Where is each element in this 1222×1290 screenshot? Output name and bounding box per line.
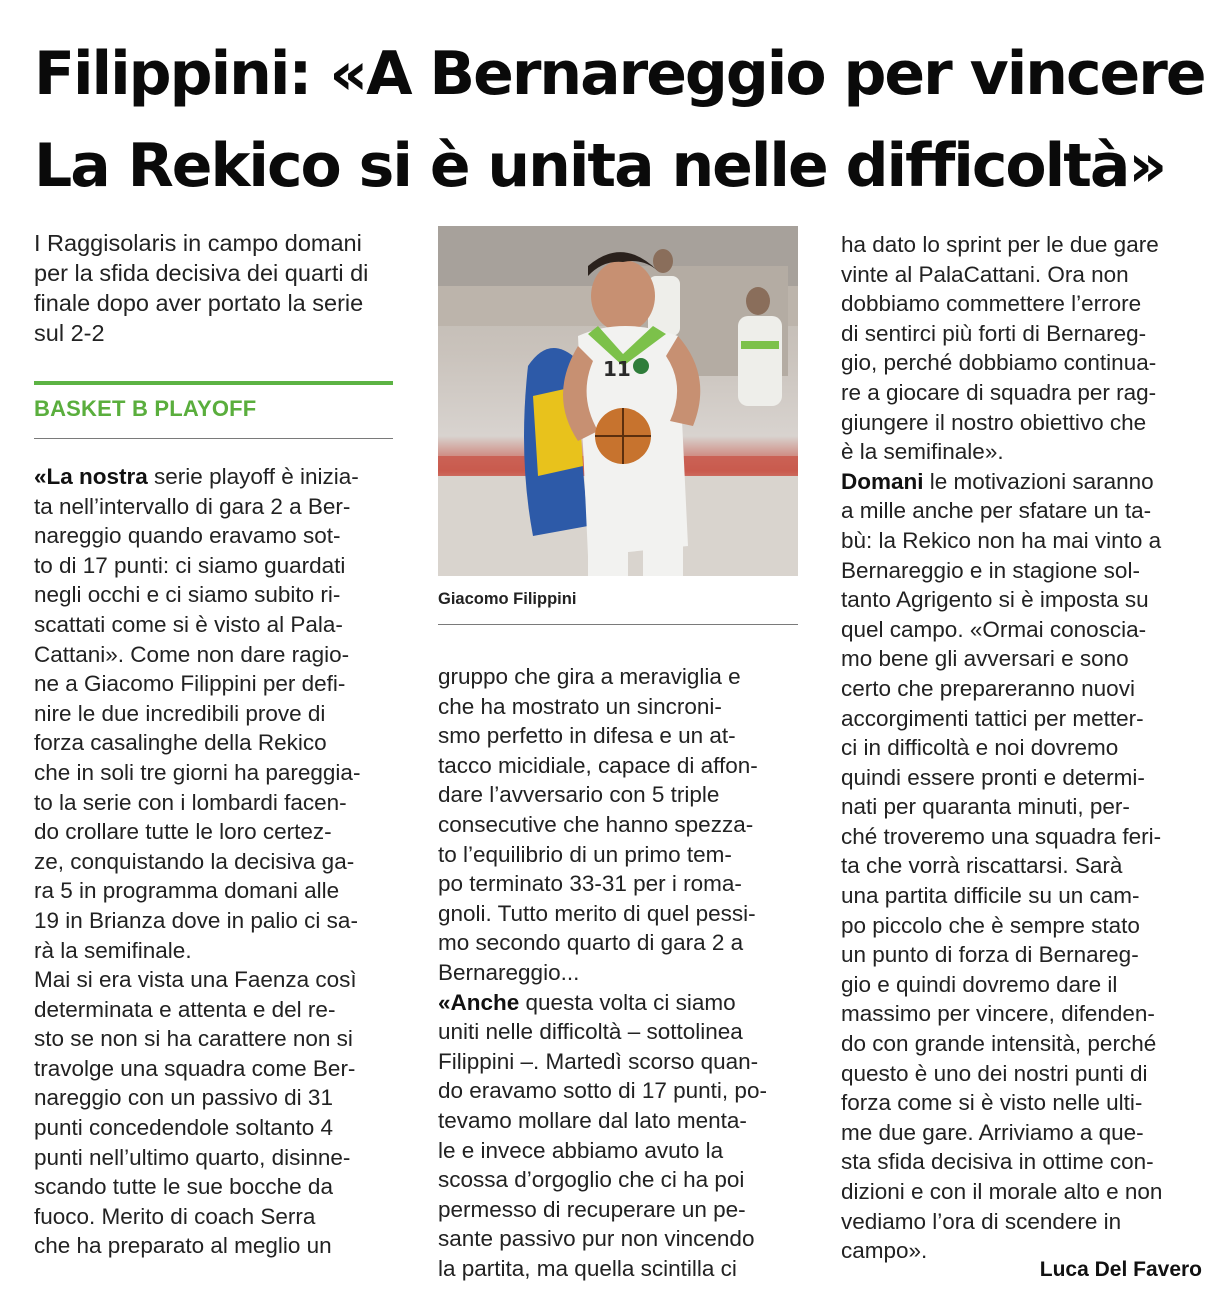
text-line: po terminato 33-31 per i roma- (438, 871, 742, 897)
headline-line-1: Filippini: «A Bernareggio per vincere (34, 39, 1205, 109)
text-line: le motivazioni saranno (923, 468, 1154, 494)
text-line: Filippini –. Martedì scorso quan- (438, 1048, 759, 1074)
text-line: questo è uno dei nostri punti di (841, 1060, 1148, 1086)
text-line: quel campo. «Ormai conoscia- (841, 616, 1147, 642)
text-line: ze, conquistando la decisiva ga- (34, 848, 355, 874)
text-line: serie playoff è inizia- (147, 464, 359, 489)
text-line: vinte al PalaCattani. Ora non (841, 261, 1129, 287)
text-line: nareggio con un passivo di 31 (34, 1085, 333, 1111)
text-line: che in soli tre giorni ha pareggia- (34, 759, 361, 785)
background-player-head (653, 249, 673, 273)
background-player-head (746, 287, 770, 315)
jersey-number: 11 (603, 357, 631, 381)
text-line: forza come si è visto nelle ulti- (841, 1090, 1143, 1116)
text-line: permesso di recuperare un pe- (438, 1196, 746, 1222)
text-line: travolge una squadra come Ber- (34, 1055, 356, 1081)
text-line: ci in difficoltà e noi dovremo (841, 735, 1119, 761)
text-line: a mille anche per sfatare un ta- (841, 498, 1152, 524)
text-line: dizioni e con il morale alto e non (841, 1179, 1163, 1204)
text-line: una partita difficile su un cam- (841, 883, 1140, 909)
text-line: accorgimenti tattici per metter- (841, 705, 1144, 731)
article-column-2 (438, 662, 798, 1283)
text-line: sta sfida decisiva in ottime con- (841, 1149, 1154, 1175)
text-line: to di 17 punti: ci siamo guardati (34, 552, 346, 578)
text-line: giungere il nostro obiettivo che (841, 409, 1147, 435)
text-line: scattati come si è visto al Pala- (34, 611, 343, 637)
section-kicker: BASKET B PLAYOFF (34, 396, 257, 421)
text-line: campo». (841, 1238, 928, 1264)
text-line: nareggio quando eravamo sot- (34, 523, 341, 549)
text-line: mo bene gli avversari e sono (841, 646, 1129, 672)
text-line: ne a Giacomo Filippini per defi- (34, 671, 346, 697)
caption-divider (438, 624, 798, 625)
text-line: ta che vorrà riscattarsi. Sarà (841, 853, 1123, 879)
player-head (591, 260, 655, 332)
basketball-photo-illustration (438, 226, 798, 576)
text-line: rà la semifinale. (34, 937, 192, 963)
text-line: forza casalinghe della Rekico (34, 730, 327, 756)
text-line: do eravamo sotto di 17 punti, po- (438, 1078, 767, 1104)
text-line: quindi essere pronti e determi- (841, 764, 1145, 790)
text-line: me due gare. Arriviamo a que- (841, 1119, 1144, 1145)
paragraph (438, 662, 798, 988)
subhead: I Raggisolaris in campo domani per la sfida decisiva dei quarti di finale dopo aver portato la serie sul 2-2 (34, 230, 369, 346)
text-line: Bernareggio e in stagione sol- (841, 557, 1140, 583)
text-line: mo secondo quarto di gara 2 a (438, 930, 744, 956)
text-line: po piccolo che è sempre stato (841, 912, 1140, 938)
text-line: dobbiamo commettere l’errore (841, 291, 1142, 317)
text-line: scando tutte le sue bocche da (34, 1174, 333, 1200)
green-divider (34, 381, 393, 385)
text-line: questa volta ci siamo (519, 989, 736, 1015)
player-leg (588, 536, 628, 576)
text-line: è la semifinale». (841, 439, 1004, 465)
headline-line-2: La Rekico si è unita nelle difficoltà» (34, 131, 1166, 201)
text-line: fuoco. Merito di coach Serra (34, 1203, 316, 1229)
text-line: sto se non si ha carattere non si (34, 1026, 353, 1052)
text-line: to la serie con i lombardi facen- (34, 789, 347, 815)
text-line: Bernareggio... (438, 959, 580, 985)
text-line: negli occhi e ci siamo subito ri- (34, 582, 341, 608)
text-line: ché troveremo una squadra feri- (841, 823, 1162, 849)
player-leg (643, 531, 683, 576)
text-line: ha dato lo sprint per le due gare (841, 232, 1159, 257)
article-column-3 (841, 230, 1201, 1266)
text-line: to l’equilibrio di un primo tem- (438, 841, 732, 867)
text-line: punti concedendole soltanto 4 (34, 1115, 333, 1141)
text-line: tacco micidiale, capace di affon- (438, 752, 758, 778)
text-line: punti nell’ultimo quarto, disinne- (34, 1144, 351, 1170)
text-line: 19 in Brianza dove in palio ci sa- (34, 907, 358, 933)
text-line: massimo per vincere, difenden- (841, 1001, 1155, 1027)
text-line: ta nell’intervallo di gara 2 a Ber- (34, 493, 351, 519)
team-logo-icon (633, 358, 649, 374)
article-photo (438, 226, 798, 576)
text-line: smo perfetto in difesa e un at- (438, 723, 736, 749)
text-line: Cattani». Come non dare ragio- (34, 641, 350, 667)
text-line: sante passivo pur non vincendo (438, 1226, 755, 1252)
text-line: gio, perché dobbiamo continua- (841, 350, 1157, 376)
photo-caption: Giacomo Filippini (438, 590, 577, 608)
text-line: tanto Agrigento si è imposta su (841, 587, 1149, 613)
text-line: nati per quaranta minuti, per- (841, 794, 1130, 820)
text-line: la partita, ma quella scintilla ci (438, 1255, 737, 1281)
paragraph-lead: «La nostra (34, 464, 148, 489)
text-line: dare l’avversario con 5 triple (438, 782, 720, 808)
text-line: di sentirci più forti di Bernareg- (841, 320, 1147, 346)
text-line: determinata e attenta e del re- (34, 996, 336, 1022)
text-line: certo che prepareranno nuovi (841, 675, 1135, 701)
text-line: nire le due incredibili prove di (34, 700, 326, 726)
text-line: che ha preparato al meglio un (34, 1233, 332, 1259)
headline (34, 28, 1204, 212)
text-line: gruppo che gira a meraviglia e (438, 664, 741, 689)
text-line: do con grande intensità, perché (841, 1031, 1157, 1057)
text-line: consecutive che hanno spezza- (438, 811, 754, 837)
text-line: tevamo mollare dal lato menta- (438, 1107, 747, 1133)
text-line: scossa d’orgoglio che ci ha poi (438, 1167, 745, 1193)
text-line: Mai si era vista una Faenza così (34, 967, 357, 993)
text-line: bù: la Rekico non ha mai vinto a (841, 527, 1162, 553)
text-line: ra 5 in programma domani alle (34, 878, 340, 904)
text-line: gnoli. Tutto merito di quel pessi- (438, 900, 756, 926)
text-line: re a giocare di squadra per rag- (841, 379, 1157, 405)
text-line: le e invece abbiamo avuto la (438, 1137, 724, 1163)
paragraph (841, 467, 1201, 1266)
paragraph (841, 230, 1201, 467)
paragraph (34, 965, 393, 1261)
text-line: do crollare tutte le loro certez- (34, 819, 332, 845)
text-line: un punto di forza di Bernareg- (841, 942, 1139, 968)
text-line: vediamo l’ora di scendere in (841, 1208, 1122, 1234)
paragraph-lead: Domani (841, 468, 924, 494)
text-line: gio e quindi dovremo dare il (841, 971, 1118, 997)
text-line: che ha mostrato un sincroni- (438, 693, 722, 719)
paragraph-lead: «Anche (438, 989, 520, 1015)
background-player-body (738, 316, 782, 406)
paragraph (438, 988, 798, 1284)
kicker-divider (34, 438, 393, 439)
text-line: uniti nelle difficoltà – sottolinea (438, 1019, 743, 1045)
article-column-1 (34, 462, 393, 1261)
paragraph (34, 462, 393, 965)
author-signature: Luca Del Favero (1039, 1258, 1202, 1281)
